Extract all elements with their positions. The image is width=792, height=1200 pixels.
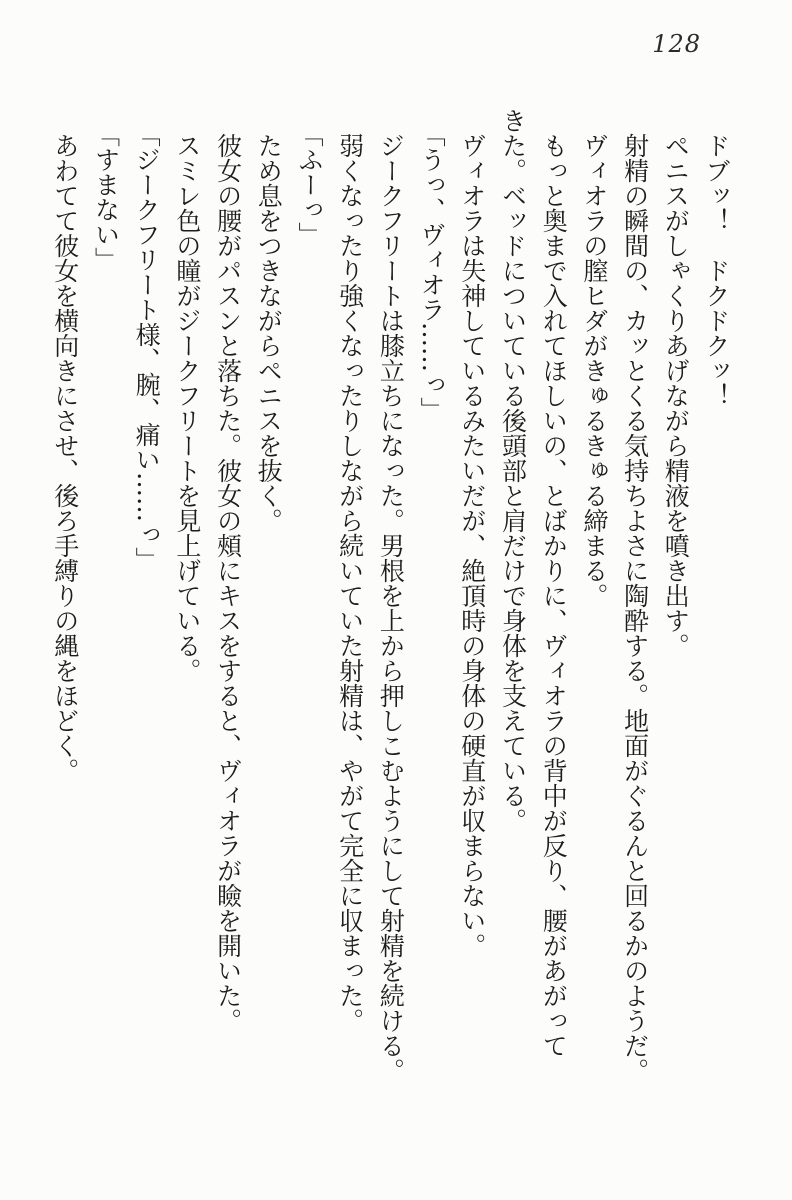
- text-line-15: 「ジークフリート様、腕、痛い……っ」: [132, 121, 162, 572]
- text-line-10: 弱くなったり強くなったりしながら続いていた射精は、やがて完全に収まった。: [335, 133, 365, 1033]
- text-line-07: ヴィオラは失神しているみたいだが、絶頂時の身体の硬直が収まらない。: [457, 133, 487, 958]
- text-line-13: 彼女の腰がパスンと落ちた。彼女の頰にキスをすると、ヴィオラが瞼を開いた。: [213, 133, 243, 1033]
- page-number: 128: [652, 30, 701, 58]
- text-line-14: スミレ色の瞳がジークフリートを見上げている。: [172, 133, 202, 683]
- text-line-16: 「すまない」: [91, 121, 121, 272]
- text-line-06: きた。ベッドについている後頭部と肩だけで身体を支えている。: [498, 108, 528, 833]
- text-line-17: あわてて彼女を横向きにさせ、後ろ手縛りの縄をほどく。: [50, 133, 80, 783]
- text-line-08: 「うっ、ヴィオラ……っ」: [417, 121, 447, 422]
- text-line-09: ジークフリートは膝立ちになった。男根を上から押しこむようにして射精を続ける。: [376, 133, 406, 1083]
- text-line-11: 「ふーっ」: [294, 121, 324, 247]
- text-line-04: ヴィオラの膣ヒダがきゅるきゅる締まる。: [579, 133, 609, 608]
- text-line-02: ペニスがしゃくりあげながら精液を噴き出す。: [661, 133, 691, 658]
- text-line-01: ドブッ！ ドクドクッ！: [702, 133, 731, 408]
- vertical-text-block: [44, 108, 736, 1083]
- text-line-12: ため息をつきながらペニスを抜く。: [254, 133, 284, 533]
- text-line-03: 射精の瞬間の、カッとくる気持ちよさに陶酔する。地面がぐるんと回るかのようだ。: [620, 133, 650, 1083]
- text-line-05: もっと奥まで入れてほしいの、とばかりに、ヴィオラの背中が反り、腰があがって: [539, 133, 569, 1058]
